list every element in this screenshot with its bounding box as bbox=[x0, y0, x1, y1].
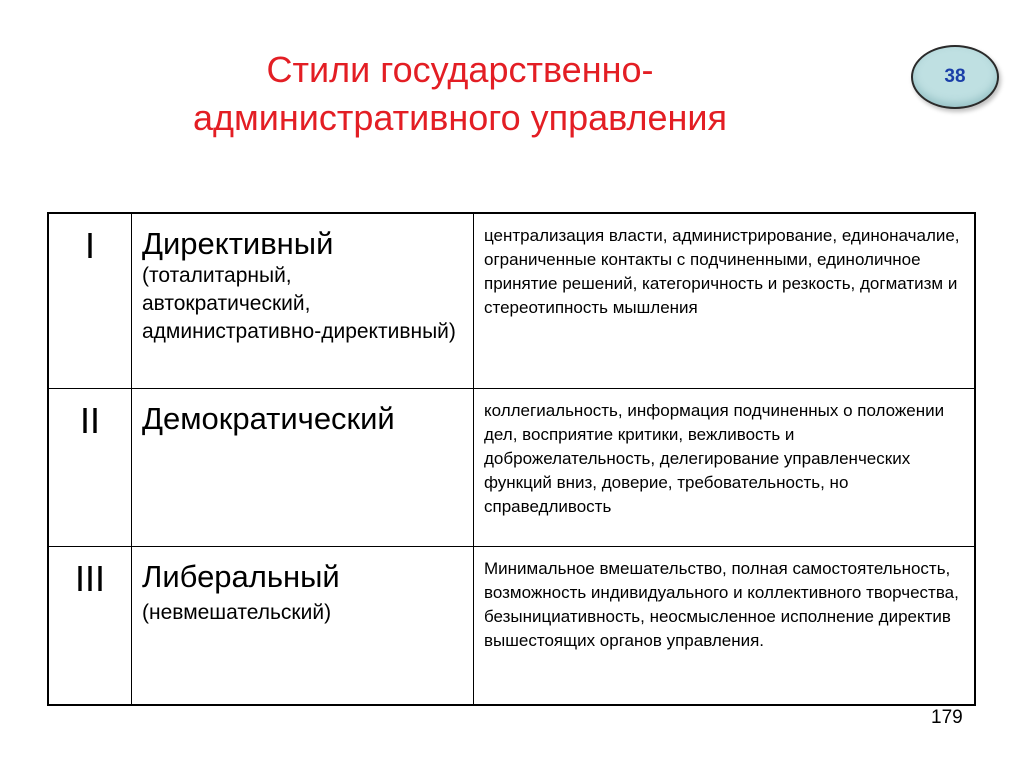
badge-number: 38 bbox=[944, 66, 966, 87]
row-numeral: III bbox=[48, 546, 132, 705]
table-row bbox=[48, 213, 975, 388]
style-name-cell bbox=[132, 546, 474, 705]
title-line-1: Стили государственно- bbox=[266, 49, 654, 90]
style-description: коллегиальность, информация подчиненных о положении дел, восприятие критики, вежливость и доброжелательность, делегирование управленческих функций вниз, доверие, требовательность, но справедливость bbox=[474, 388, 976, 546]
style-name: Либеральный bbox=[142, 558, 340, 594]
page-number: 179 bbox=[931, 707, 963, 728]
row-numeral: I bbox=[48, 213, 132, 388]
table-row bbox=[48, 546, 975, 705]
style-subtitle: (невмешательский) bbox=[142, 600, 332, 624]
style-name-cell bbox=[132, 388, 474, 546]
style-subtitle: (тоталитарный, автократический, административно-директивный) bbox=[142, 264, 456, 343]
style-name: Демократический bbox=[142, 400, 395, 436]
style-name-cell bbox=[132, 213, 474, 388]
slide-title bbox=[0, 46, 920, 142]
table-row bbox=[48, 388, 975, 546]
style-description: централизация власти, администрирование, единоначалие, ограниченные контакты с подчиненными, единоличное принятие решений, категоричность и резкость, догматизм и стереотипность мышления bbox=[474, 213, 976, 388]
title-line-2: административного управления bbox=[193, 97, 727, 138]
style-name: Директивный bbox=[142, 226, 334, 261]
slide-number-badge bbox=[911, 45, 999, 109]
style-description: Минимальное вмешательство, полная самостоятельность, возможность индивидуального и коллективного творчества, безынициативность, неосмысленное исполнение директив вышестоящих органов управления. bbox=[474, 546, 976, 705]
management-styles-table bbox=[47, 212, 976, 706]
row-numeral: II bbox=[48, 388, 132, 546]
